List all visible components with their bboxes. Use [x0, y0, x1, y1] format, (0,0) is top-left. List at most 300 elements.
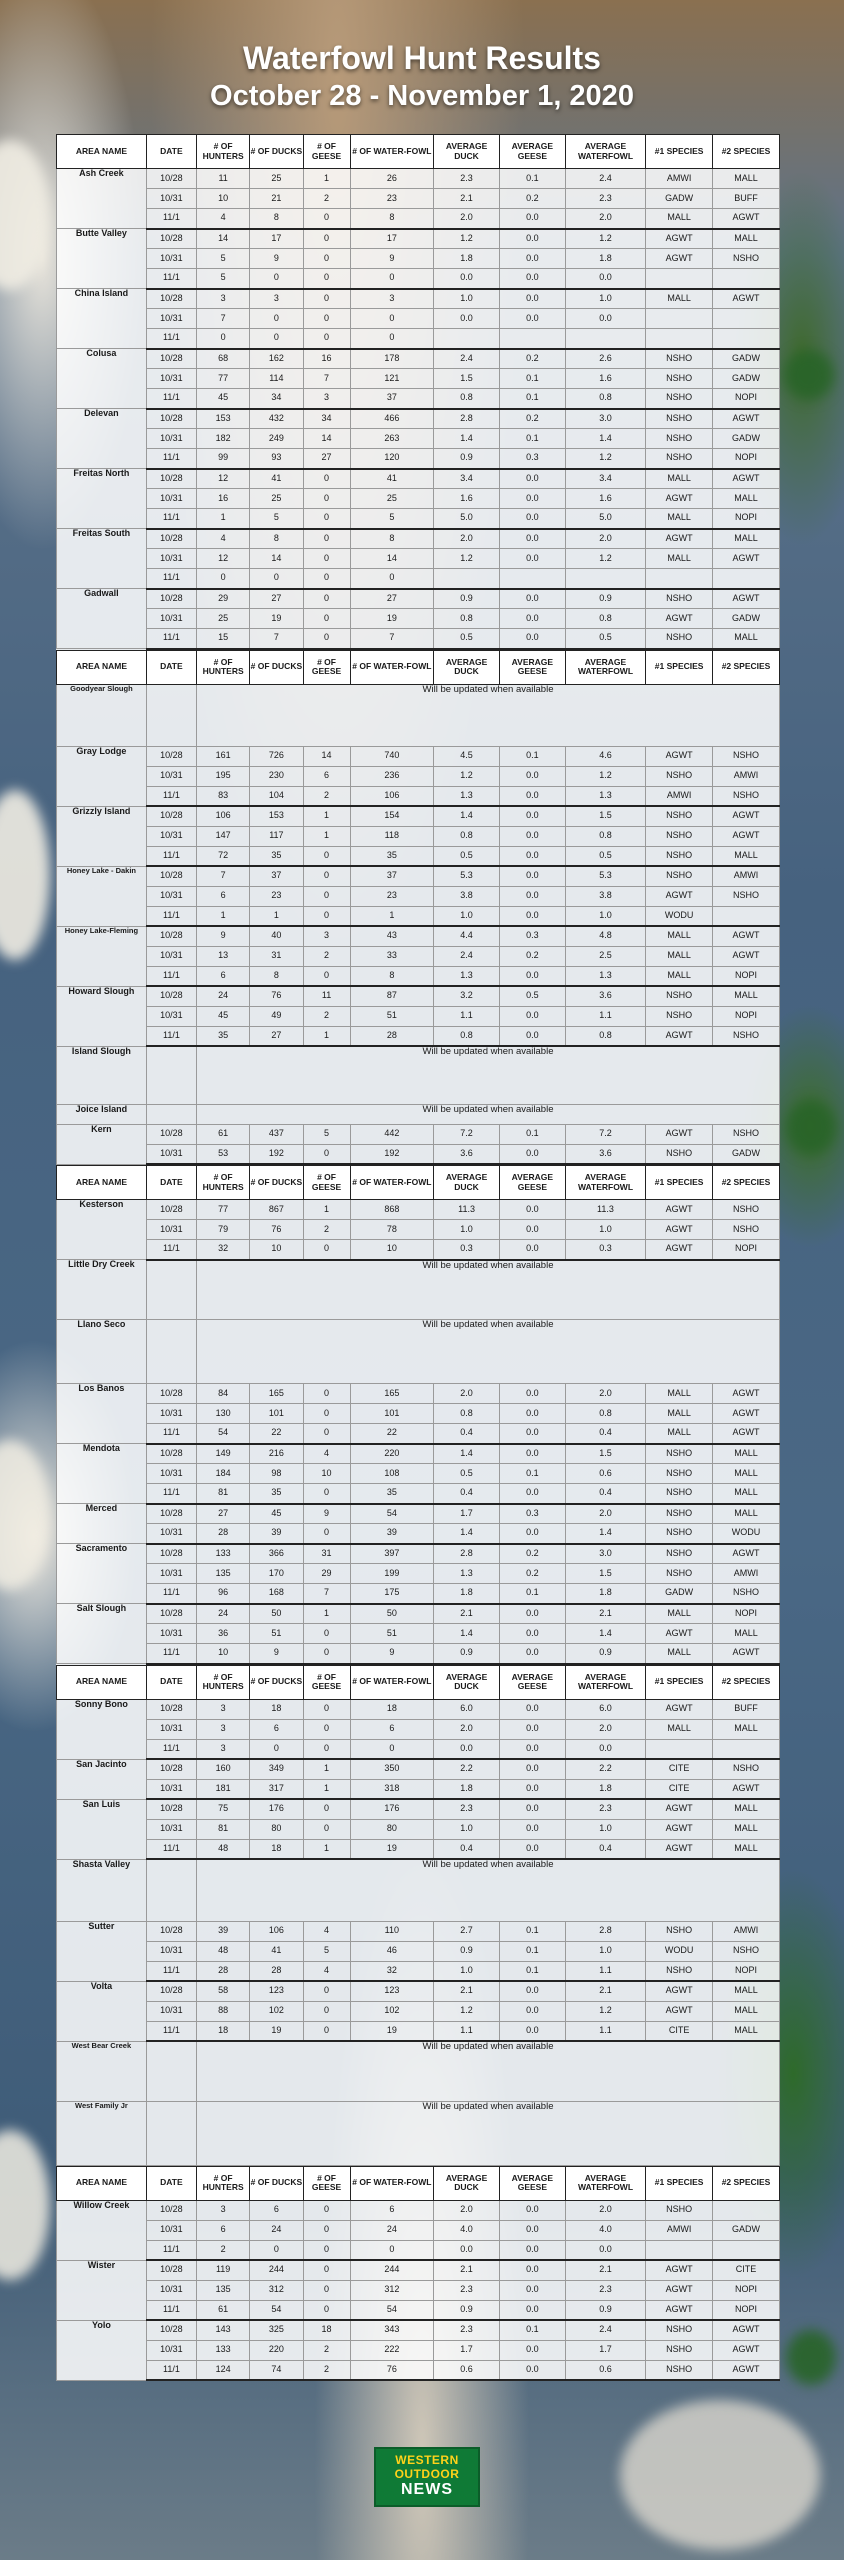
cell-average-waterfowl: 1.0 — [565, 1220, 645, 1240]
column-header-hunters: # OF HUNTERS — [196, 1166, 249, 1200]
cell-average-duck: 3.2 — [434, 986, 500, 1006]
cell-species-1: AMWI — [646, 2220, 713, 2240]
cell-geese: 16 — [303, 349, 350, 369]
cell-date: 10/31 — [146, 1464, 196, 1484]
cell-species-2: NOPI — [713, 1240, 780, 1260]
cell-waterfowl: 101 — [350, 1404, 434, 1424]
cell-geese: 0 — [303, 1384, 350, 1404]
cell-average-geese: 0.1 — [499, 1464, 565, 1484]
cell-hunters: 7 — [196, 866, 249, 886]
cell-species-2: NOPI — [713, 389, 780, 409]
cell-species-2 — [713, 1739, 780, 1759]
cell-average-geese: 0.0 — [499, 1624, 565, 1644]
cell-average-geese: 0.1 — [499, 429, 565, 449]
cell-average-waterfowl: 1.1 — [565, 2021, 645, 2041]
cell-waterfowl: 35 — [350, 846, 434, 866]
cell-waterfowl: 78 — [350, 1220, 434, 1240]
table-row — [57, 1484, 780, 1504]
table-row — [57, 1240, 780, 1260]
cell-species-1: AGWT — [646, 1819, 713, 1839]
cell-average-geese: 0.0 — [499, 269, 565, 289]
cell-waterfowl: 343 — [350, 2320, 434, 2340]
column-header-average-waterfowl: AVERAGE WATERFOWL — [565, 1166, 645, 1200]
cell-species-1: MALL — [646, 1424, 713, 1444]
cell-ducks: 5 — [250, 509, 303, 529]
cell-species-1: NSHO — [646, 1006, 713, 1026]
cell-average-geese: 0.1 — [499, 1921, 565, 1941]
cell-waterfowl: 442 — [350, 1124, 434, 1144]
cell-waterfowl: 10 — [350, 1240, 434, 1260]
cell-waterfowl: 33 — [350, 946, 434, 966]
cell-species-2: GADW — [713, 609, 780, 629]
cell-hunters: 7 — [196, 309, 249, 329]
cell-average-duck — [434, 329, 500, 349]
cell-average-duck: 1.4 — [434, 1444, 500, 1464]
cell-average-waterfowl: 0.6 — [565, 2360, 645, 2380]
cell-ducks: 867 — [250, 1200, 303, 1220]
unavailable-note: Will be updated when available — [196, 2101, 779, 2165]
cell-species-2: MALL — [713, 1504, 780, 1524]
cell-average-duck: 1.4 — [434, 429, 500, 449]
area-name: Freitas South — [57, 529, 147, 589]
cell-hunters: 18 — [196, 2021, 249, 2041]
area-name: San Luis — [57, 1799, 147, 1859]
cell-species-1: NSHO — [646, 1544, 713, 1564]
cell-average-duck: 1.8 — [434, 1779, 500, 1799]
table-row — [57, 1404, 780, 1424]
area-row-little-dry-creek — [57, 1260, 780, 1320]
cell-date: 10/28 — [146, 746, 196, 766]
cell-species-2: NSHO — [713, 1200, 780, 1220]
cell-average-duck: 2.3 — [434, 2320, 500, 2340]
cell-average-geese: 0.3 — [499, 926, 565, 946]
cell-average-duck: 0.9 — [434, 589, 500, 609]
cell-hunters: 143 — [196, 2320, 249, 2340]
cell-average-geese: 0.1 — [499, 746, 565, 766]
cell-species-2: GADW — [713, 349, 780, 369]
cell-waterfowl: 22 — [350, 1424, 434, 1444]
cell-average-duck: 2.7 — [434, 1921, 500, 1941]
cell-average-waterfowl: 2.8 — [565, 1921, 645, 1941]
cell-average-waterfowl: 6.0 — [565, 1699, 645, 1719]
cell-average-duck: 7.2 — [434, 1124, 500, 1144]
cell-species-1: AGWT — [646, 229, 713, 249]
cell-ducks: 39 — [250, 1524, 303, 1544]
table-row — [57, 906, 780, 926]
cell-average-duck: 0.4 — [434, 1424, 500, 1444]
cell-average-geese: 0.0 — [499, 1484, 565, 1504]
cell-average-waterfowl: 2.2 — [565, 1759, 645, 1779]
cell-date: 10/28 — [146, 1699, 196, 1719]
table-row — [57, 946, 780, 966]
cell-species-2: CITE — [713, 2260, 780, 2280]
cell-average-duck: 0.5 — [434, 846, 500, 866]
cell-average-duck — [434, 569, 500, 589]
column-header-species-2: #2 SPECIES — [713, 650, 780, 684]
background-duck-left-lower — [0, 1440, 50, 1590]
cell-ducks: 0 — [250, 569, 303, 589]
cell-ducks: 27 — [250, 1026, 303, 1046]
cell-species-2 — [713, 906, 780, 926]
cell-average-geese: 0.3 — [499, 1504, 565, 1524]
cell-date: 10/31 — [146, 1404, 196, 1424]
cell-average-duck: 1.8 — [434, 249, 500, 269]
cell-species-1: CITE — [646, 1779, 713, 1799]
cell-species-1: NSHO — [646, 1564, 713, 1584]
cell-geese: 3 — [303, 926, 350, 946]
page-subtitle: October 28 - November 1, 2020 — [210, 80, 634, 112]
cell-geese: 0 — [303, 469, 350, 489]
cell-average-duck: 0.6 — [434, 2360, 500, 2380]
cell-average-waterfowl: 1.0 — [565, 906, 645, 926]
cell-species-1: AGWT — [646, 1240, 713, 1260]
background-duck-left-mid — [0, 790, 50, 960]
cell-average-waterfowl: 1.6 — [565, 369, 645, 389]
cell-ducks: 74 — [250, 2360, 303, 2380]
cell-average-geese: 0.0 — [499, 2280, 565, 2300]
cell-average-duck: 6.0 — [434, 1699, 500, 1719]
cell-waterfowl: 54 — [350, 1504, 434, 1524]
cell-geese: 0 — [303, 2200, 350, 2220]
cell-geese: 2 — [303, 2360, 350, 2380]
table-row — [57, 1779, 780, 1799]
cell-ducks: 249 — [250, 429, 303, 449]
cell-hunters: 96 — [196, 1584, 249, 1604]
cell-species-1: NSHO — [646, 429, 713, 449]
cell-average-duck: 1.6 — [434, 489, 500, 509]
table-row — [57, 1819, 780, 1839]
area-name: Grizzly Island — [57, 806, 147, 866]
area-name: Yolo — [57, 2320, 147, 2380]
table-row — [57, 509, 780, 529]
area-row-llano-seco — [57, 1320, 780, 1384]
cell-date: 10/28 — [146, 926, 196, 946]
cell-average-waterfowl: 3.0 — [565, 1544, 645, 1564]
cell-average-geese: 0.0 — [499, 1524, 565, 1544]
cell-species-2 — [713, 569, 780, 589]
cell-waterfowl: 312 — [350, 2280, 434, 2300]
cell-average-geese: 0.0 — [499, 469, 565, 489]
cell-waterfowl: 76 — [350, 2360, 434, 2380]
cell-average-waterfowl: 0.0 — [565, 2240, 645, 2260]
cell-average-duck: 2.0 — [434, 1384, 500, 1404]
cell-average-duck: 0.9 — [434, 1941, 500, 1961]
cell-species-1: WODU — [646, 906, 713, 926]
cell-species-1 — [646, 2240, 713, 2260]
column-header-area-name: AREA NAME — [57, 135, 147, 169]
cell-average-duck: 2.3 — [434, 2280, 500, 2300]
cell-average-waterfowl: 0.9 — [565, 2300, 645, 2320]
cell-average-duck: 2.0 — [434, 1719, 500, 1739]
cell-species-2: MALL — [713, 629, 780, 649]
table-row — [57, 1026, 780, 1046]
cell-average-geese: 0.0 — [499, 1384, 565, 1404]
cell-hunters: 61 — [196, 2300, 249, 2320]
column-header-date: DATE — [146, 135, 196, 169]
cell-geese: 0 — [303, 1240, 350, 1260]
area-name: Kesterson — [57, 1200, 147, 1260]
cell-average-geese: 0.0 — [499, 609, 565, 629]
cell-species-2: NSHO — [713, 1124, 780, 1144]
cell-average-duck: 11.3 — [434, 1200, 500, 1220]
cell-waterfowl: 0 — [350, 569, 434, 589]
cell-geese: 0 — [303, 1144, 350, 1164]
cell-hunters: 3 — [196, 2200, 249, 2220]
area-name: Howard Slough — [57, 986, 147, 1046]
cell-date: 11/1 — [146, 966, 196, 986]
cell-average-waterfowl: 0.8 — [565, 1026, 645, 1046]
cell-average-geese: 0.0 — [499, 509, 565, 529]
table-row — [57, 609, 780, 629]
cell-geese: 0 — [303, 2300, 350, 2320]
cell-ducks: 50 — [250, 1604, 303, 1624]
cell-waterfowl: 18 — [350, 1699, 434, 1719]
cell-ducks: 104 — [250, 786, 303, 806]
cell-average-waterfowl: 1.6 — [565, 489, 645, 509]
cell-species-1: NSHO — [646, 409, 713, 429]
cell-waterfowl: 220 — [350, 1444, 434, 1464]
cell-geese: 1 — [303, 1839, 350, 1859]
cell-geese: 0 — [303, 2001, 350, 2021]
column-header-waterfowl: # OF WATER-FOWL — [350, 1665, 434, 1699]
column-header-average-geese: AVERAGE GEESE — [499, 135, 565, 169]
cell-average-geese: 0.1 — [499, 169, 565, 189]
area-name: Freitas North — [57, 469, 147, 529]
area-name: Colusa — [57, 349, 147, 409]
cell-average-waterfowl: 5.3 — [565, 866, 645, 886]
cell-average-geese: 0.0 — [499, 1839, 565, 1859]
cell-species-2: MALL — [713, 1839, 780, 1859]
cell-waterfowl: 37 — [350, 866, 434, 886]
table-row — [57, 269, 780, 289]
cell-average-waterfowl: 1.1 — [565, 1006, 645, 1026]
cell-average-waterfowl: 1.5 — [565, 1444, 645, 1464]
cell-species-2: AMWI — [713, 766, 780, 786]
cell-species-2: MALL — [713, 169, 780, 189]
cell-date: 10/28 — [146, 289, 196, 309]
cell-average-waterfowl: 1.8 — [565, 1584, 645, 1604]
cell-hunters: 25 — [196, 609, 249, 629]
cell-geese: 0 — [303, 1644, 350, 1664]
cell-average-duck: 2.1 — [434, 1981, 500, 2001]
cell-geese: 2 — [303, 946, 350, 966]
unavailable-note: Will be updated when available — [196, 1046, 779, 1104]
cell-average-geese: 0.0 — [499, 1424, 565, 1444]
cell-species-2: NSHO — [713, 1026, 780, 1046]
cell-species-1: NSHO — [646, 2360, 713, 2380]
table-row — [57, 1941, 780, 1961]
empty-cell — [146, 684, 196, 746]
unavailable-note: Will be updated when available — [196, 1260, 779, 1320]
area-name: San Jacinto — [57, 1759, 147, 1799]
column-header-ducks: # OF DUCKS — [250, 2166, 303, 2200]
column-header-hunters: # OF HUNTERS — [196, 135, 249, 169]
cell-waterfowl: 28 — [350, 1026, 434, 1046]
background-duck-left-bottom — [0, 2130, 50, 2280]
cell-hunters: 6 — [196, 966, 249, 986]
cell-average-duck: 2.4 — [434, 349, 500, 369]
cell-geese: 3 — [303, 389, 350, 409]
cell-species-1: CITE — [646, 1759, 713, 1779]
column-header-species-2: #2 SPECIES — [713, 1665, 780, 1699]
cell-geese: 0 — [303, 229, 350, 249]
cell-date: 10/31 — [146, 1719, 196, 1739]
cell-geese: 0 — [303, 549, 350, 569]
cell-geese: 0 — [303, 289, 350, 309]
cell-average-geese: 0.2 — [499, 189, 565, 209]
cell-ducks: 10 — [250, 1240, 303, 1260]
cell-waterfowl: 25 — [350, 489, 434, 509]
cell-average-geese: 0.0 — [499, 2220, 565, 2240]
cell-average-duck: 0.9 — [434, 1644, 500, 1664]
cell-hunters: 130 — [196, 1404, 249, 1424]
cell-average-geese: 0.0 — [499, 786, 565, 806]
cell-species-1: AGWT — [646, 1200, 713, 1220]
cell-average-duck: 2.0 — [434, 2200, 500, 2220]
cell-average-waterfowl: 0.8 — [565, 389, 645, 409]
table-row — [57, 766, 780, 786]
cell-hunters: 0 — [196, 329, 249, 349]
cell-hunters: 36 — [196, 1624, 249, 1644]
cell-species-2: AGWT — [713, 1384, 780, 1404]
cell-waterfowl: 199 — [350, 1564, 434, 1584]
column-header-hunters: # OF HUNTERS — [196, 2166, 249, 2200]
cell-average-waterfowl: 1.0 — [565, 289, 645, 309]
cell-average-waterfowl: 0.4 — [565, 1424, 645, 1444]
cell-ducks: 6 — [250, 1719, 303, 1739]
column-header-average-duck: AVERAGE DUCK — [434, 2166, 500, 2200]
cell-average-duck: 4.5 — [434, 746, 500, 766]
table-row — [57, 1424, 780, 1444]
cell-hunters: 88 — [196, 2001, 249, 2021]
cell-geese: 0 — [303, 629, 350, 649]
cell-waterfowl: 8 — [350, 966, 434, 986]
cell-average-duck: 0.8 — [434, 1404, 500, 1424]
table-row — [57, 209, 780, 229]
cell-hunters: 81 — [196, 1484, 249, 1504]
cell-date: 11/1 — [146, 2300, 196, 2320]
table-row — [57, 806, 780, 826]
hunt-table — [56, 1665, 780, 2166]
cell-average-duck: 1.2 — [434, 549, 500, 569]
column-header-ducks: # OF DUCKS — [250, 1665, 303, 1699]
cell-average-duck: 0.5 — [434, 629, 500, 649]
cell-geese: 0 — [303, 966, 350, 986]
cell-hunters: 119 — [196, 2260, 249, 2280]
cell-average-duck: 1.2 — [434, 2001, 500, 2021]
table-row — [57, 529, 780, 549]
cell-species-2: MALL — [713, 529, 780, 549]
column-header-area-name: AREA NAME — [57, 2166, 147, 2200]
cell-hunters: 58 — [196, 1981, 249, 2001]
cell-geese: 29 — [303, 1564, 350, 1584]
cell-species-1: AGWT — [646, 2260, 713, 2280]
cell-average-waterfowl — [565, 569, 645, 589]
cell-ducks: 0 — [250, 1739, 303, 1759]
column-header-geese: # OF GEESE — [303, 650, 350, 684]
cell-hunters: 81 — [196, 1819, 249, 1839]
cell-average-waterfowl: 1.2 — [565, 449, 645, 469]
cell-species-2 — [713, 309, 780, 329]
cell-hunters: 77 — [196, 369, 249, 389]
area-name: Wister — [57, 2260, 147, 2320]
column-header-species-1: #1 SPECIES — [646, 135, 713, 169]
column-header-ducks: # OF DUCKS — [250, 650, 303, 684]
cell-species-2: AGWT — [713, 826, 780, 846]
cell-ducks: 312 — [250, 2280, 303, 2300]
cell-date: 10/31 — [146, 2280, 196, 2300]
column-header-species-2: #2 SPECIES — [713, 2166, 780, 2200]
cell-average-duck: 0.5 — [434, 1464, 500, 1484]
cell-geese: 0 — [303, 846, 350, 866]
cell-geese: 0 — [303, 509, 350, 529]
cell-hunters: 0 — [196, 569, 249, 589]
cell-species-1: MALL — [646, 1384, 713, 1404]
table-header-row — [57, 135, 780, 169]
cell-date: 10/31 — [146, 249, 196, 269]
area-name: Ash Creek — [57, 169, 147, 229]
column-header-area-name: AREA NAME — [57, 1166, 147, 1200]
cell-species-2: AGWT — [713, 549, 780, 569]
cell-average-geese: 0.0 — [499, 529, 565, 549]
cell-geese: 2 — [303, 2340, 350, 2360]
table-row — [57, 409, 780, 429]
column-header-hunters: # OF HUNTERS — [196, 650, 249, 684]
cell-average-waterfowl: 0.3 — [565, 1240, 645, 1260]
cell-waterfowl: 108 — [350, 1464, 434, 1484]
cell-date: 10/28 — [146, 806, 196, 826]
cell-waterfowl: 3 — [350, 289, 434, 309]
cell-average-geese: 0.1 — [499, 1584, 565, 1604]
cell-hunters: 83 — [196, 786, 249, 806]
table-row — [57, 1464, 780, 1484]
cell-hunters: 75 — [196, 1799, 249, 1819]
cell-ducks: 349 — [250, 1759, 303, 1779]
cell-species-2: AGWT — [713, 2340, 780, 2360]
cell-date: 10/31 — [146, 1524, 196, 1544]
cell-ducks: 17 — [250, 229, 303, 249]
column-header-average-waterfowl: AVERAGE WATERFOWL — [565, 1665, 645, 1699]
cell-ducks: 28 — [250, 1961, 303, 1981]
cell-species-1: AGWT — [646, 2300, 713, 2320]
column-header-geese: # OF GEESE — [303, 135, 350, 169]
area-row-west-bear-creek — [57, 2041, 780, 2101]
table-row — [57, 429, 780, 449]
cell-hunters: 48 — [196, 1941, 249, 1961]
cell-geese: 0 — [303, 609, 350, 629]
cell-average-geese: 0.0 — [499, 249, 565, 269]
cell-date: 10/31 — [146, 1779, 196, 1799]
table-row — [57, 2001, 780, 2021]
cell-average-duck: 3.8 — [434, 886, 500, 906]
cell-average-waterfowl: 5.0 — [565, 509, 645, 529]
cell-species-2: NSHO — [713, 746, 780, 766]
cell-average-waterfowl: 1.8 — [565, 1779, 645, 1799]
cell-average-geese: 0.2 — [499, 409, 565, 429]
cell-species-2: AGWT — [713, 469, 780, 489]
cell-geese: 27 — [303, 449, 350, 469]
cell-date: 11/1 — [146, 1484, 196, 1504]
cell-average-waterfowl: 1.4 — [565, 429, 645, 449]
cell-date: 10/31 — [146, 1144, 196, 1164]
cell-average-geese: 0.0 — [499, 1759, 565, 1779]
area-row-joice-island — [57, 1104, 780, 1124]
cell-species-2: AGWT — [713, 1404, 780, 1424]
cell-hunters: 24 — [196, 986, 249, 1006]
cell-geese: 9 — [303, 1504, 350, 1524]
area-name: Mendota — [57, 1444, 147, 1504]
cell-average-geese: 0.1 — [499, 2320, 565, 2340]
